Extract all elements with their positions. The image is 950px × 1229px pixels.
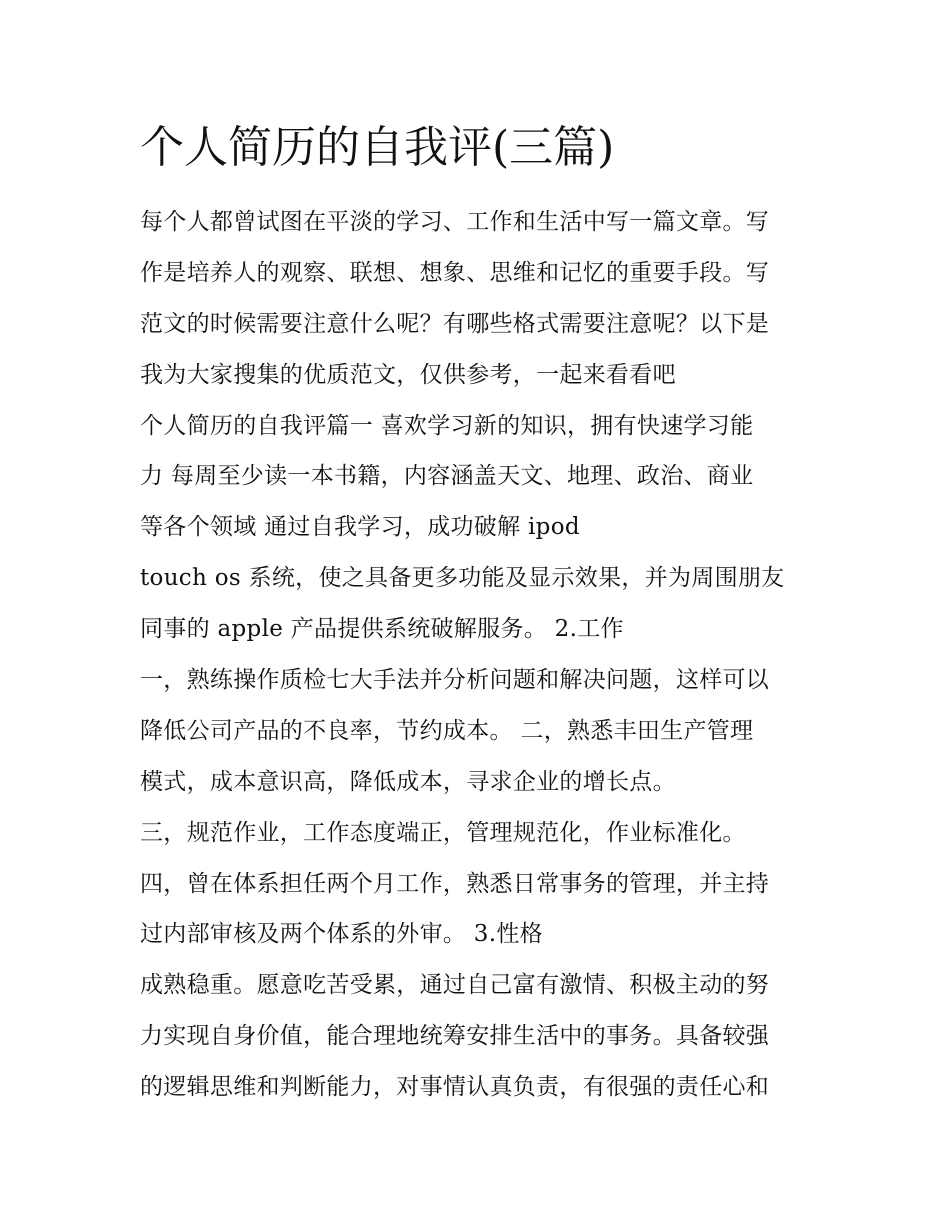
text-line: 力 每周至少读一本书籍，内容涵盖天文、地理、政治、商业 bbox=[140, 463, 754, 490]
text-line: 等各个领域 通过自我学习，成功破解 ipod bbox=[140, 514, 580, 541]
text-line: 每个人都曾试图在平淡的学习、工作和生活中写一篇文章。写 bbox=[140, 209, 770, 235]
text-line: 过内部审核及两个体系的外审。 3.性格 bbox=[140, 921, 543, 948]
text-line: 范文的时候需要注意什么呢？有哪些格式需要注意呢？以下是 bbox=[140, 310, 770, 337]
text-line: 个人简历的自我评篇一 喜欢学习新的知识，拥有快速学习能 bbox=[140, 412, 754, 439]
document-body bbox=[140, 206, 830, 1122]
text-line: 同事的 apple 产品提供系统破解服务。 2.工作 bbox=[140, 616, 624, 643]
text-line: 成熟稳重。愿意吃苦受累，通过自己富有激情、积极主动的努 bbox=[140, 972, 770, 999]
text-line: 模式，成本意识高，降低成本，寻求企业的增长点。 bbox=[140, 768, 676, 795]
text-line: 降低公司产品的不良率，节约成本。 二，熟悉丰田生产管理 bbox=[140, 717, 754, 744]
text-line: 作是培养人的观察、联想、想象、思维和记忆的重要手段。写 bbox=[140, 259, 770, 286]
document-title: 个人简历的自我评(三篇) bbox=[140, 122, 615, 173]
text-line: touch os 系统，使之具备更多功能及显示效果，并为周围朋友 bbox=[140, 565, 785, 592]
text-line: 四，曾在体系担任两个月工作，熟悉日常事务的管理，并主持 bbox=[140, 870, 770, 897]
text-line: 三，规范作业，工作态度端正，管理规范化，作业标准化。 bbox=[140, 819, 746, 846]
text-line: 的逻辑思维和判断能力，对事情认真负责，有很强的责任心和 bbox=[140, 1074, 770, 1101]
text-line: 力实现自身价值，能合理地统筹安排生活中的事务。具备较强 bbox=[140, 1023, 770, 1050]
text-line: 一，熟练操作质检七大手法并分析问题和解决问题，这样可以 bbox=[140, 667, 770, 694]
text-line: 我为大家搜集的优质范文，仅供参考，一起来看看吧 bbox=[140, 361, 676, 388]
